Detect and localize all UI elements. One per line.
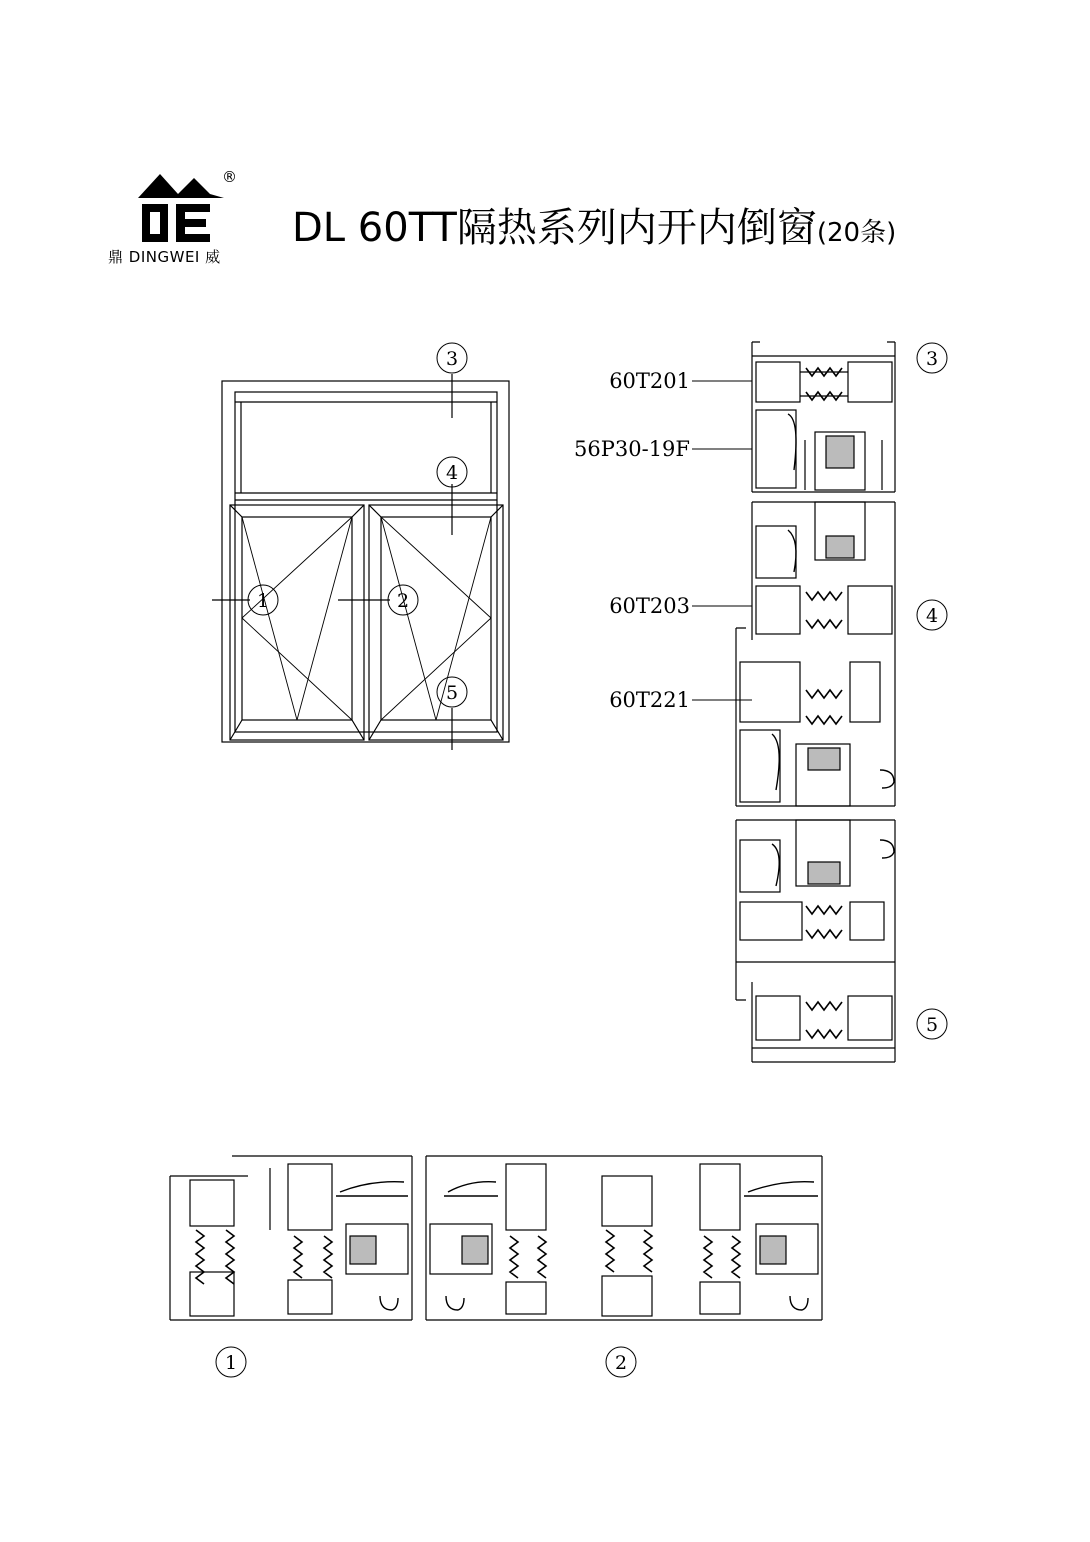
horizontal-section-markers [216,1347,636,1377]
registered-mark: ® [222,168,237,186]
part-label-60T221: 60T221 [609,688,690,712]
vsec-marker-4: 4 [925,605,939,627]
elevation-markers [248,343,467,707]
hsec-marker-2: 2 [614,1352,628,1374]
part-label-60T201: 60T201 [609,369,690,393]
elev-marker-3: 3 [445,348,459,370]
title-main: DL 60TT隔热系列内开内倒窗 [292,205,817,251]
brand-left-char: 鼎 [108,248,124,266]
title-count: (20条) [816,218,897,248]
vertical-section [736,342,895,1062]
part-label-56P30-19F: 56P30-19F [574,437,690,461]
horizontal-section [170,1156,822,1320]
elev-marker-1: 1 [256,590,270,612]
brand-right-char: 威 [205,248,221,266]
vertical-section-markers [917,343,947,1039]
window-elevation [212,374,509,750]
hsec-marker-1: 1 [224,1352,238,1374]
brand-latin: DINGWEI [128,248,200,266]
elev-marker-5: 5 [445,682,459,704]
part-label-60T203: 60T203 [609,594,690,618]
elev-marker-4: 4 [445,462,459,484]
leader-lines [692,381,752,700]
vsec-marker-3: 3 [925,348,939,370]
elev-marker-2: 2 [396,590,410,612]
vsec-marker-5: 5 [925,1014,939,1036]
